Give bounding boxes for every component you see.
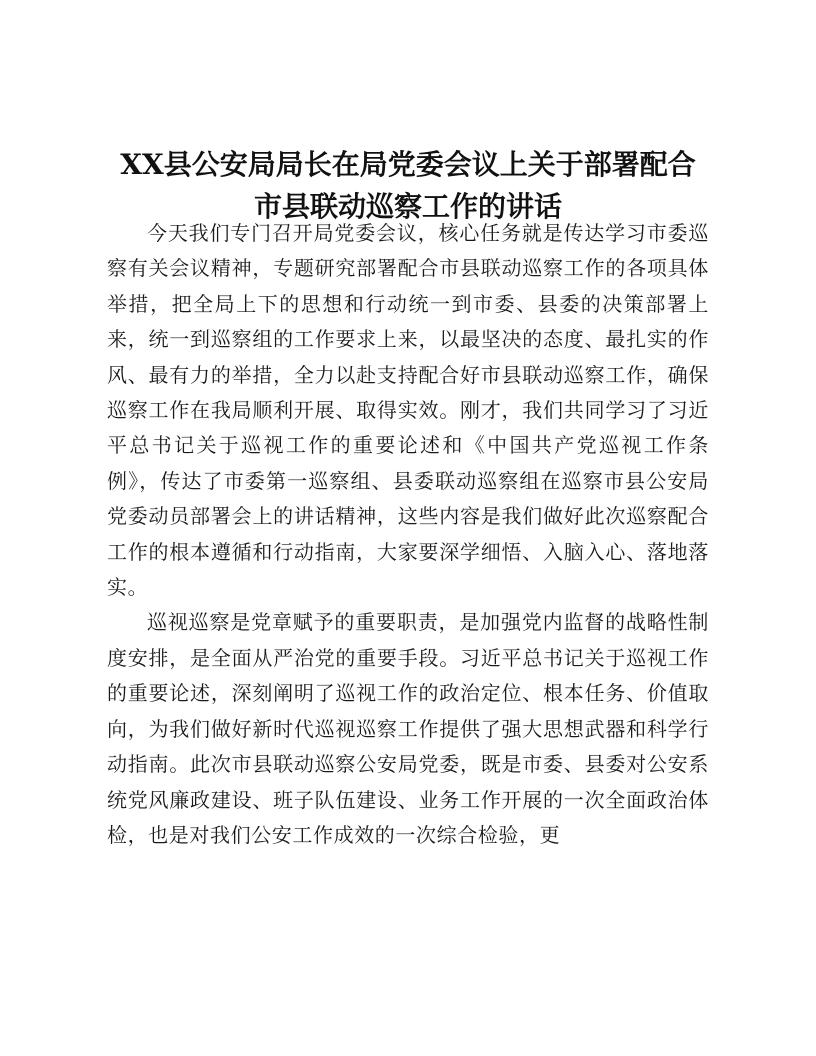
document-body <box>107 216 709 853</box>
paragraph-1: 今天我们专门召开局党委会议，核心任务就是传达学习市委巡察有关会议精神，专题研究部署配合市县联动巡察工作的各项具体举措，把全局上下的思想和行动统一到市委、县委的决策部署上来，统一到巡察组的工作要求上来，以最坚决的态度、最扎实的作风、最有力的举措，全力以赴支持配合好市县联动巡察工作，确保巡察工作在我局顺利开展、取得实效。刚才，我们共同学习了习近平总书记关于巡视工作的重要论述和《中国共产党巡视工作条例》，传达了市委第一巡察组、县委联动巡察组在巡察市县公安局党委动员部署会上的讲话精神，这些内容是我们做好此次巡察配合工作的根本遵循和行动指南，大家要深学细悟、入脑入心、落地落实。 <box>107 221 709 600</box>
paragraph-2: 巡视巡察是党章赋予的重要职责，是加强党内监督的战略性制度安排，是全面从严治党的重要手段。习近平总书记关于巡视工作的重要论述，深刻阐明了巡视工作的政治定位、根本任务、价值取向，为我们做好新时代巡视巡察工作提供了强大思想武器和科学行动指南。此次市县联动巡察公安局党委，既是市委、县委对公安系统党风廉政建设、班子队伍建设、业务工作开展的一次全面政治体检，也是对我们公安工作成效的一次综合检验，更 <box>107 610 709 847</box>
document-title: XX县公安局局长在局党委会议上关于部署配合 市县联动巡察工作的讲话 <box>120 148 696 223</box>
